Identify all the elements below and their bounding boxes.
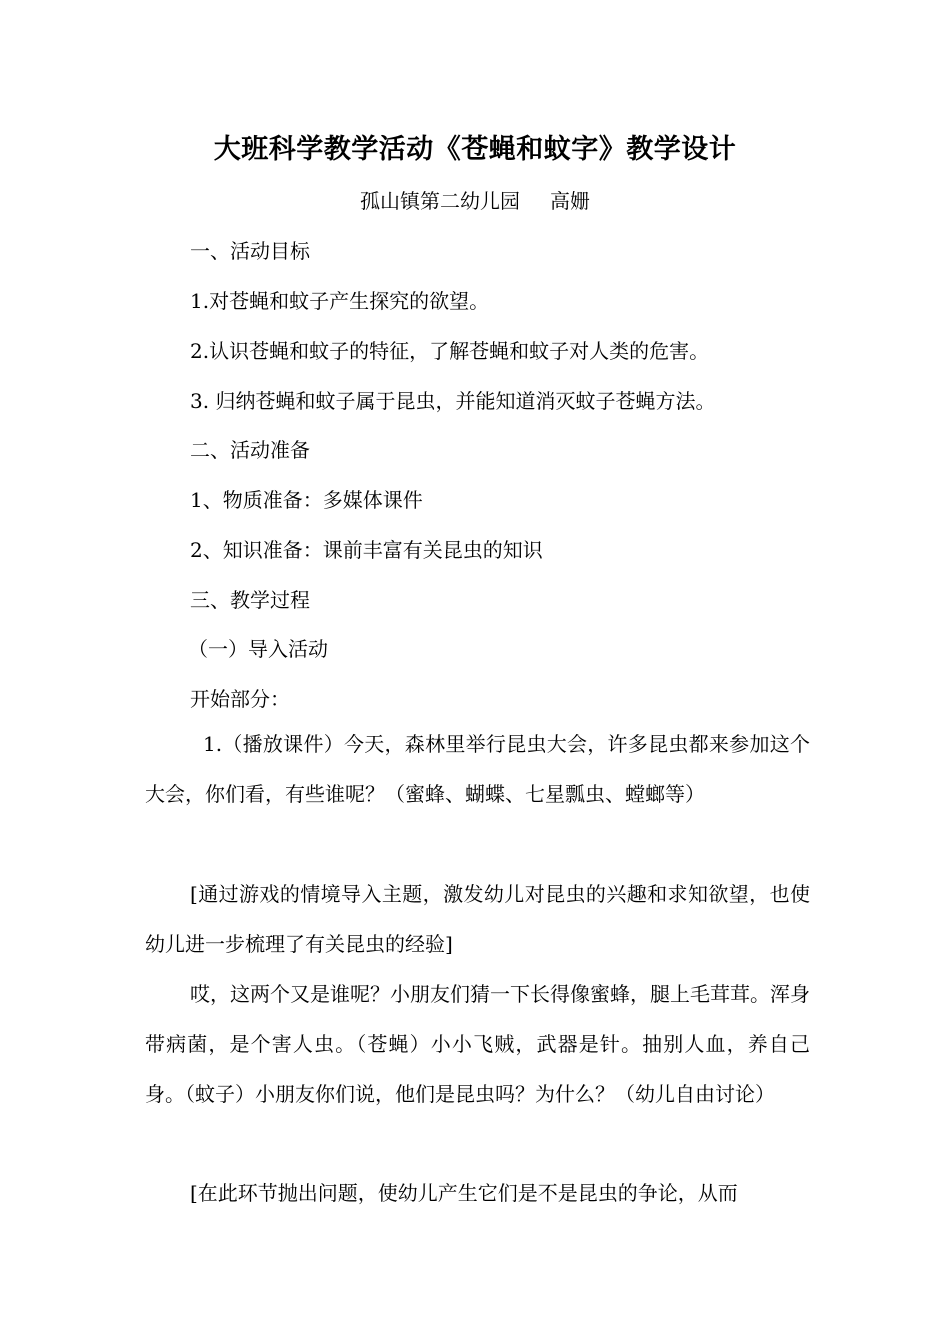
paragraph-1: 1.（播放课件）今天，森林里举行昆虫大会，许多昆虫都来参加这个大会，你们看，有些谁呢？（蜜蜂、蝴蝶、七星瓢虫、螳螂等） [145,732,810,806]
author-name: 高姗 [550,189,590,213]
heading-process: 三、教学过程 [190,588,310,612]
document-title: 大班科学教学活动《苍蝇和蚊字》教学设计 [213,134,737,165]
author-org: 孤山镇第二幼儿园 [360,189,520,213]
paragraph-3: 哎，这两个又是谁呢？小朋友们猜一下长得像蜜蜂，腿上毛茸茸。浑身带病菌，是个害人虫。（苍蝇）小小飞贼，武器是针。抽别人血，养自己身。（蚊子）小朋友你们说，他们是昆虫吗？为什么？（幼儿自由讨论） [145,982,810,1106]
byline [0,186,950,216]
paragraph-2: [通过游戏的情境导入主题，激发幼儿对昆虫的兴趣和求知欲望，也使幼儿进一步梳理了有关昆虫的经验] [145,882,810,956]
objective-2: 2.认识苍蝇和蚊子的特征，了解苍蝇和蚊子对人类的危害。 [190,339,710,363]
heading-preparation: 二、活动准备 [190,438,310,462]
preparation-2: 2、知识准备：课前丰富有关昆虫的知识 [190,538,543,562]
paragraph-4: [在此环节抛出问题，使幼儿产生它们是不是昆虫的争论，从而 [190,1181,738,1205]
label-start: 开始部分： [190,687,290,711]
preparation-1: 1、物质准备：多媒体课件 [190,488,423,512]
subheading-intro: （一）导入活动 [188,637,328,661]
objective-1: 1.对苍蝇和蚊子产生探究的欲望。 [190,289,490,313]
objective-3: 3. 归纳苍蝇和蚊子属于昆虫，并能知道消灭蚊子苍蝇方法。 [190,389,716,413]
heading-objectives: 一、活动目标 [190,239,310,263]
